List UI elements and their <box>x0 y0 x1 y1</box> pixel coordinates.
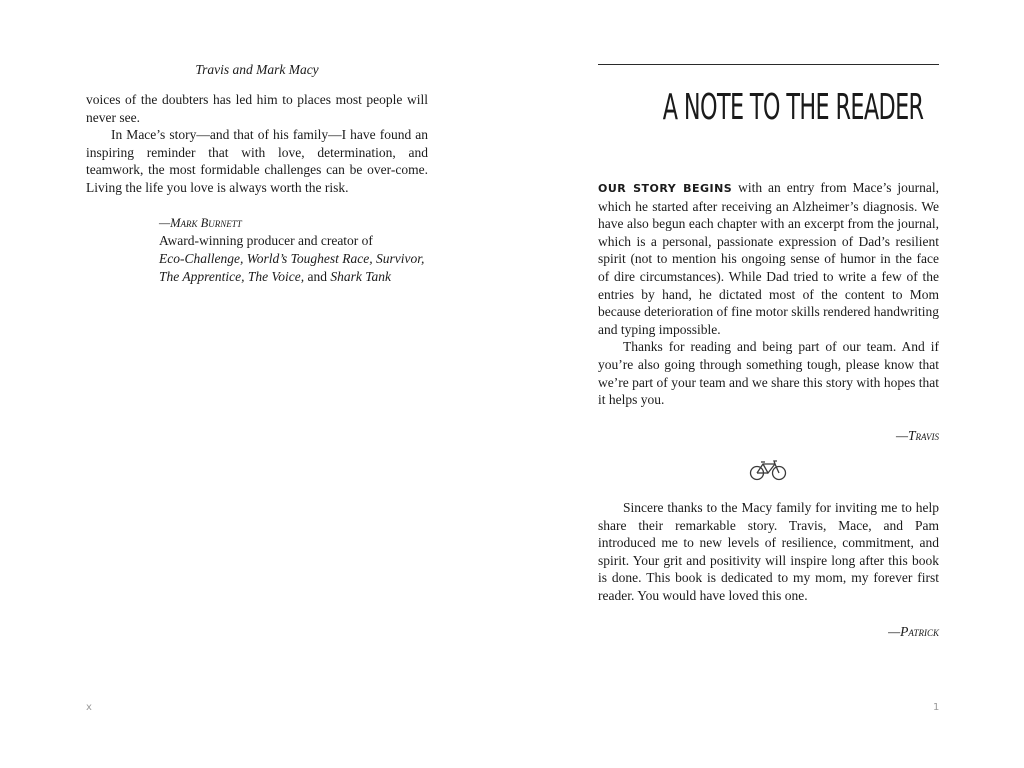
signoff-patrick: —Patrick <box>888 624 939 639</box>
paragraph: Thanks for reading and being part of our team. And if you’re also going through something tough, please know that we’re part of your team and we share this story with hopes that it helps you. <box>598 339 939 408</box>
chapter-title: A NOTE TO THE READER <box>662 87 924 128</box>
running-head: Travis and Mark Macy <box>195 62 319 77</box>
shows-line-1: Eco-Challenge, World’s Toughest Race, Survivor, <box>159 251 425 266</box>
page-number: 1 <box>933 702 940 713</box>
author-shows <box>159 250 439 286</box>
paragraph: voices of the doubters has led him to places most people will never see. <box>86 92 428 125</box>
shows-line-2a: The Apprentice, The Voice, <box>159 269 305 284</box>
paragraph <box>598 179 939 338</box>
paragraph: In Mace’s story—and that of his family—I have found an inspiring reminder that with love, determination, and teamwork, the most formidable challenges can be over-come. Living the life you love is always worth the risk. <box>86 127 428 195</box>
right-page <box>512 0 1024 768</box>
paragraph-rest: with an entry from Mace’s journal, which he started after receiving an Alzheimer’s diagnosis. We have also begun each chapter with an excerpt from the journal, which is a personal, passionate expression of Dad’s resilient spirit (not to mention his ongoing sense of humor in the face of dire circumstances). While Dad tried to write a few of the entries by hand, he dictated most of the content to Mom because deterioration of fine motor skills rendered handwriting and typing impossible. <box>598 180 939 337</box>
chapter-rule <box>598 64 939 65</box>
shows-and: and <box>304 269 331 284</box>
page-number: x <box>86 702 92 713</box>
thanks-body-text <box>598 499 939 605</box>
foreword-attribution <box>159 214 439 286</box>
author-role: Award-winning producer and creator of <box>159 233 373 248</box>
shows-line-2b: Shark Tank <box>330 269 391 284</box>
signoff-travis: —Travis <box>895 428 939 443</box>
lead-in: OUR STORY BEGINS <box>598 182 733 195</box>
note-body-text <box>598 179 939 409</box>
left-body-text <box>86 91 428 197</box>
bicycle-icon <box>749 458 787 482</box>
author-name: —Mark Burnett <box>159 216 242 230</box>
paragraph: Sincere thanks to the Macy family for inviting me to help share their remarkable story. Travis, Mace, and Pam introduced me to new levels of resilience, commitment, and spirit. Your grit and positivity will inspire long after this book is done. This book is dedicated to my mom, my forever first reader. You would have loved this one. <box>598 500 939 603</box>
